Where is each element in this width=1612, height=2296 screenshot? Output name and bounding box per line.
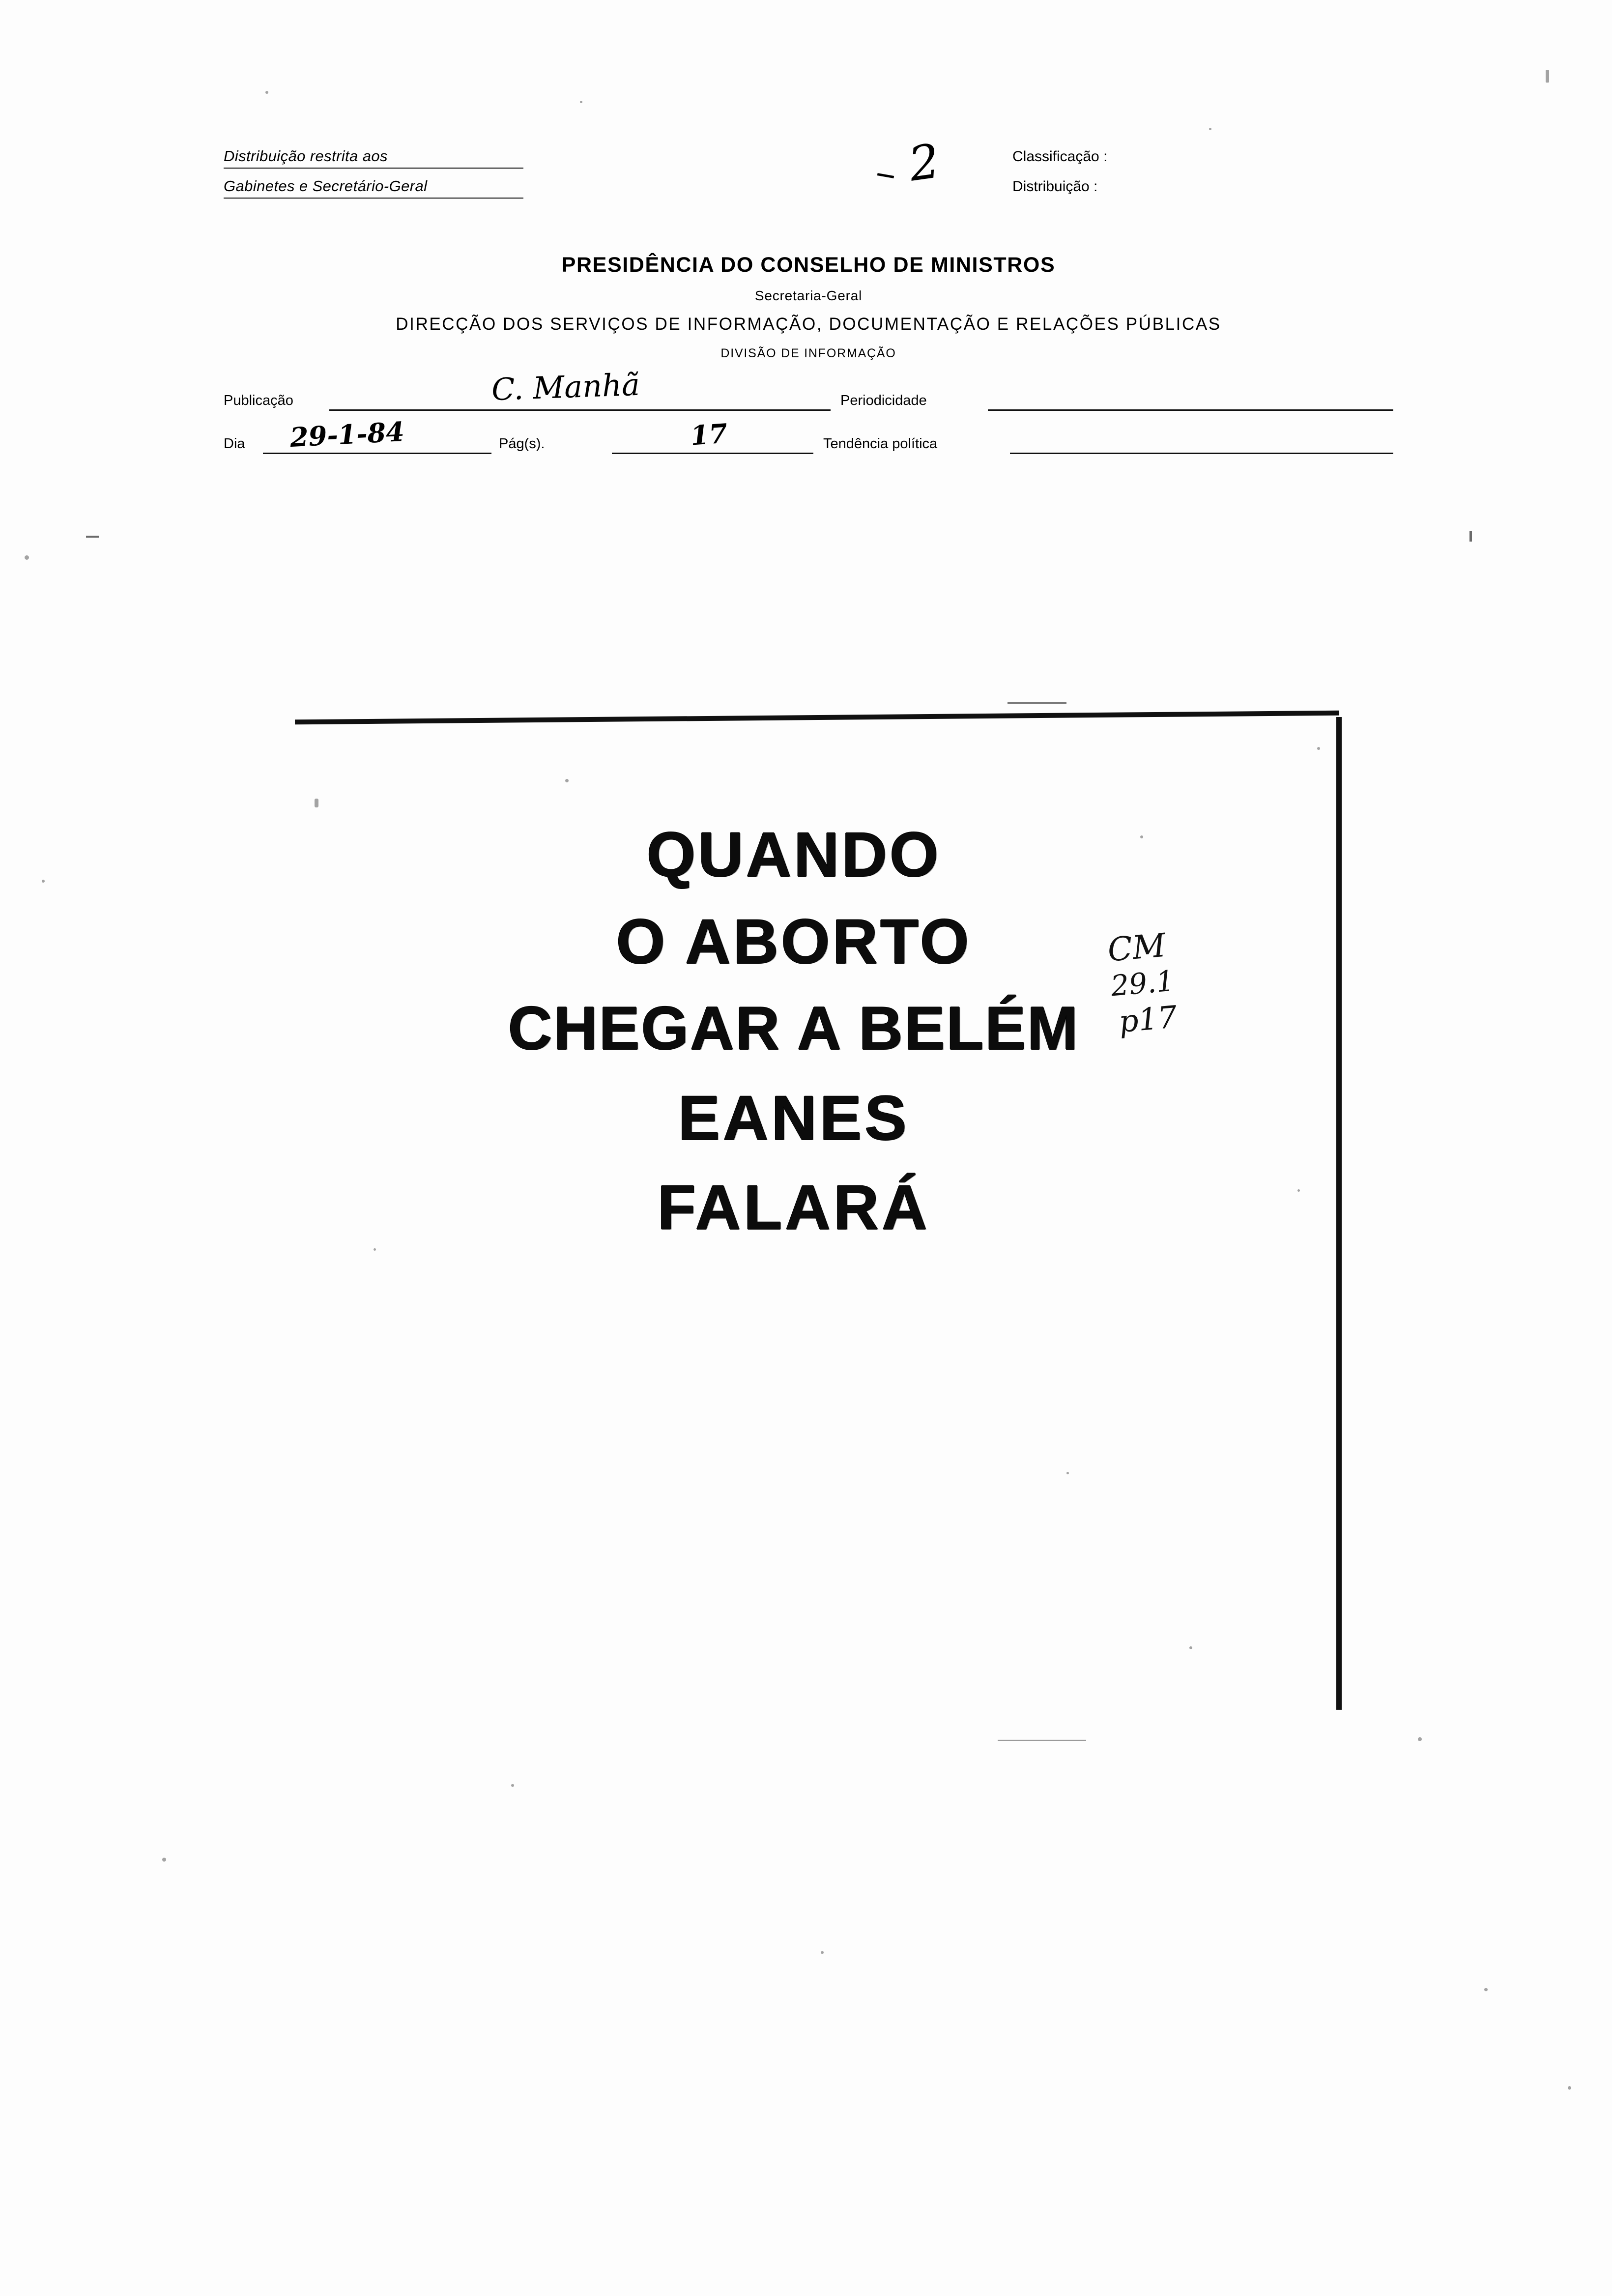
annotation-line-2: 29.1 (1109, 964, 1176, 1003)
classification-fields (1012, 148, 1107, 195)
organization-line-4: DIVISÃO DE INFORMAÇÃO (720, 346, 896, 360)
scan-speck (1568, 2086, 1571, 2090)
scan-speck (821, 1951, 824, 1954)
scan-speck (42, 880, 45, 883)
organization-line-2: Secretaria-Geral (754, 288, 863, 303)
pags-value: 17 (689, 417, 729, 452)
scan-speck (1484, 1988, 1488, 1991)
headline-line-5: FALARÁ (657, 1173, 930, 1243)
publicacao-rule (329, 409, 831, 411)
newspaper-clipping (295, 700, 1342, 1732)
scan-speck (580, 101, 582, 103)
pags-label: Pág(s). (499, 436, 545, 452)
clipping-top-border (295, 711, 1339, 725)
clipping-edge-mark (1008, 702, 1066, 704)
organization-line-3: DIRECÇÃO DOS SERVIÇOS DE INFORMAÇÃO, DOCUMENTAÇÃO E RELAÇÕES PÚBLICAS (396, 315, 1221, 334)
restricted-distribution-notice (224, 147, 523, 199)
periodicidade-rule (988, 409, 1393, 411)
scan-speck (1418, 1737, 1422, 1741)
dia-value: 29-1-84 (289, 415, 405, 454)
organization-line-1: PRESIDÊNCIA DO CONSELHO DE MINISTROS (561, 253, 1056, 277)
periodicidade-label: Periodicidade (840, 393, 927, 408)
form-row-publication (224, 366, 1393, 413)
scan-speck (25, 555, 29, 560)
scan-speck (1209, 128, 1211, 130)
copy-number-handwritten: 2 (905, 133, 943, 192)
tendencia-label: Tendência política (823, 436, 938, 452)
publicacao-value: C. Manhã (490, 366, 641, 408)
scan-speck (1469, 531, 1472, 542)
handwritten-source-annotation (1106, 926, 1179, 1039)
copy-number-dash (877, 173, 894, 178)
scan-speck (265, 91, 268, 94)
restricted-notice-line-1: Distribuição restrita aos (224, 147, 523, 169)
headline-line-3: CHEGAR A BELÉM (508, 995, 1080, 1063)
headline-line-2: O ABORTO (616, 906, 972, 977)
tendencia-rule (1010, 453, 1393, 454)
clipping-right-border (1336, 717, 1342, 1710)
headline-line-1: QUANDO (646, 820, 941, 890)
scan-speck (1546, 70, 1549, 83)
scan-speck (511, 1784, 514, 1787)
headline-line-4: EANES (678, 1083, 910, 1153)
distribuicao-label: Distribuição : (1012, 178, 1098, 195)
scan-speck (86, 536, 99, 538)
annotation-line-3: p17 (1117, 998, 1179, 1039)
dia-rule (263, 453, 491, 454)
publicacao-label: Publicação (224, 393, 293, 408)
restricted-notice-line-2: Gabinetes e Secretário-Geral (224, 177, 523, 199)
classificacao-label: Classificação : (1012, 148, 1108, 165)
clipping-bottom-edge-mark (998, 1740, 1086, 1741)
annotation-line-1: CM (1106, 926, 1167, 969)
pags-rule (612, 453, 813, 454)
form-row-date (224, 415, 1393, 456)
dia-label: Dia (224, 436, 245, 452)
scan-speck (162, 1858, 166, 1862)
